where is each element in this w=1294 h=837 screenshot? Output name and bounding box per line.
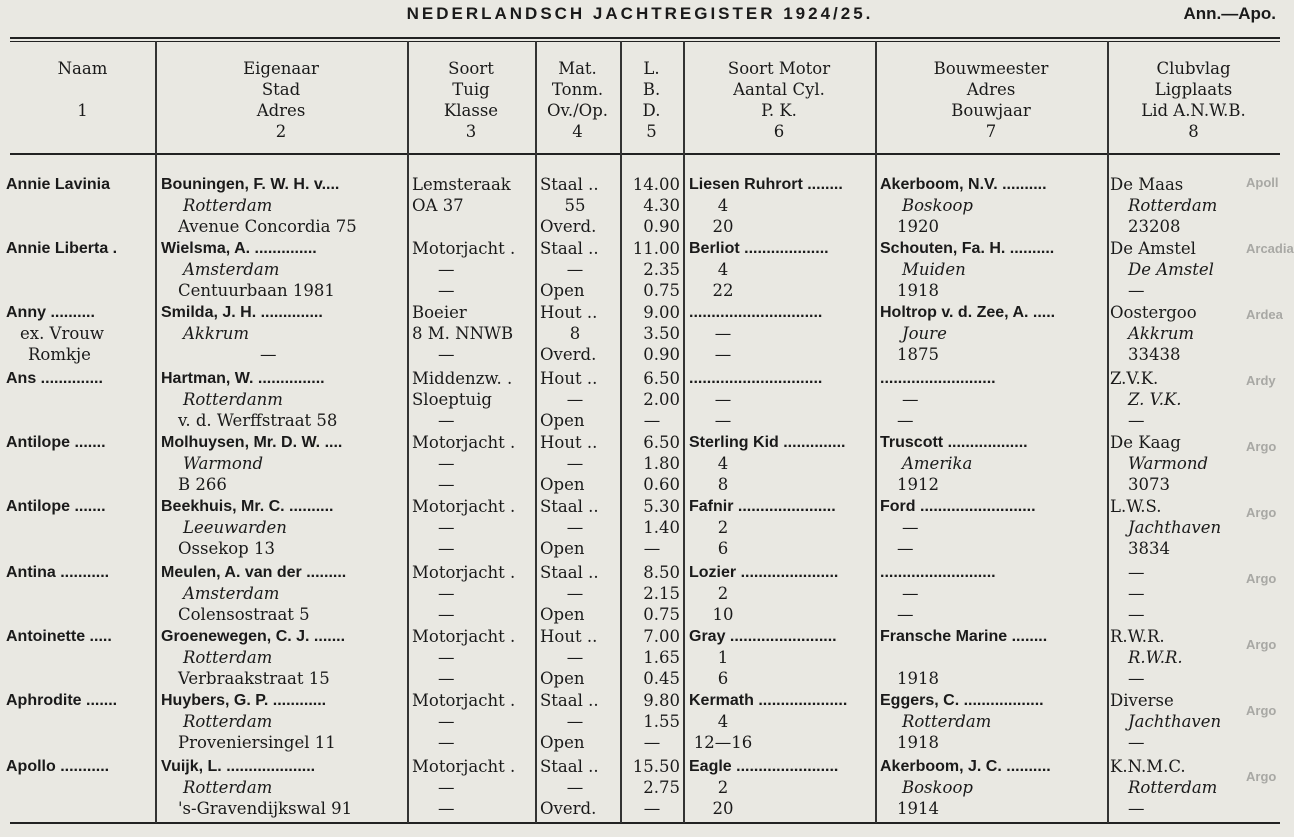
dimension-value: 0.60 bbox=[643, 475, 680, 494]
engine-type: Lozier ...................... bbox=[689, 564, 839, 581]
margin-name: Argo bbox=[1246, 505, 1277, 520]
club-info: K.N.M.C. bbox=[1110, 757, 1186, 776]
material-tonnage: Open bbox=[540, 605, 585, 624]
column-divider bbox=[620, 41, 622, 823]
club-info: — bbox=[1128, 733, 1145, 752]
dimension-value: 0.45 bbox=[643, 669, 680, 688]
owner-address: Ossekop 13 bbox=[178, 539, 275, 558]
engine-type: Sterling Kid .............. bbox=[689, 434, 846, 451]
material-tonnage: Overd. bbox=[540, 345, 597, 364]
owner-city: Rotterdanm bbox=[183, 390, 283, 409]
dimension-value: 1.40 bbox=[643, 518, 680, 537]
engine-type: Eagle ....................... bbox=[689, 758, 839, 775]
engine-cylinders: 2 bbox=[717, 518, 729, 537]
column-header-line: 7 bbox=[985, 122, 997, 141]
club-info: L.W.S. bbox=[1110, 497, 1162, 516]
build-year: — bbox=[897, 411, 914, 430]
material-tonnage: Hout .. bbox=[540, 303, 598, 322]
page-title: NEDERLANDSCH JACHTREGISTER 1924/25. bbox=[406, 4, 874, 23]
build-year: — bbox=[897, 539, 914, 558]
vessel-type: — bbox=[438, 605, 455, 624]
dimension-value: 0.75 bbox=[643, 605, 680, 624]
vessel-type: Sloeptuig bbox=[412, 390, 492, 409]
engine-hp: — bbox=[714, 345, 732, 364]
builder-name: Schouten, Fa. H. .......... bbox=[880, 240, 1055, 257]
yacht-name: Antilope ....... bbox=[6, 434, 106, 451]
engine-type: Fafnir ...................... bbox=[689, 498, 836, 515]
margin-name: Ardea bbox=[1246, 307, 1283, 322]
material-tonnage: Staal .. bbox=[540, 239, 599, 258]
owner-name: Vuijk, L. .................... bbox=[161, 758, 316, 775]
owner-address: Verbraakstraat 15 bbox=[178, 669, 330, 688]
engine-type: Gray ........................ bbox=[689, 628, 837, 645]
yacht-name: Ans .............. bbox=[6, 370, 103, 387]
engine-type: .............................. bbox=[689, 370, 823, 387]
dimension-value: 2.00 bbox=[643, 390, 680, 409]
engine-cylinders: 4 bbox=[717, 260, 729, 279]
column-header-line: Soort bbox=[448, 59, 494, 78]
column-header-2 bbox=[155, 58, 407, 142]
engine-hp: 20 bbox=[712, 217, 734, 236]
material-tonnage: Hout .. bbox=[540, 369, 598, 388]
dimension-value: 4.30 bbox=[643, 196, 680, 215]
club-info: Z.V.K. bbox=[1110, 369, 1159, 388]
owner-name: Molhuysen, Mr. D. W. .... bbox=[161, 434, 343, 451]
owner-address: Centuurbaan 1981 bbox=[178, 281, 335, 300]
club-info: Warmond bbox=[1128, 454, 1209, 473]
bottom-rule bbox=[10, 822, 1280, 824]
column-header-line: Bouwjaar bbox=[951, 101, 1031, 120]
owner-city: Rotterdam bbox=[183, 648, 273, 667]
column-header-line: Klasse bbox=[443, 101, 499, 120]
owner-name: Bouningen, F. W. H. v.... bbox=[161, 176, 340, 193]
engine-cylinders: 4 bbox=[717, 454, 729, 473]
material-tonnage: Hout .. bbox=[540, 433, 598, 452]
top-rule-thin bbox=[10, 41, 1280, 42]
material-tonnage: — bbox=[566, 778, 584, 797]
builder-address: Muiden bbox=[902, 260, 966, 279]
vessel-type: Motorjacht . bbox=[412, 757, 516, 776]
vessel-type: — bbox=[438, 518, 455, 537]
builder-name: Akerboom, N.V. .......... bbox=[880, 176, 1047, 193]
yacht-name: Annie Lavinia bbox=[6, 176, 111, 193]
club-info: Rotterdam bbox=[1128, 196, 1218, 215]
owner-city: Akkrum bbox=[183, 324, 250, 343]
material-tonnage: Overd. bbox=[540, 217, 597, 236]
build-year: 1918 bbox=[897, 281, 939, 300]
margin-name: Argo bbox=[1246, 439, 1277, 454]
material-tonnage: — bbox=[566, 648, 584, 667]
margin-name: Ardy bbox=[1246, 373, 1276, 388]
club-info: — bbox=[1128, 605, 1145, 624]
club-info: De Maas bbox=[1110, 175, 1184, 194]
column-header-3 bbox=[407, 58, 535, 142]
column-header-line: Adres bbox=[966, 80, 1016, 99]
margin-name: Argo bbox=[1246, 571, 1277, 586]
owner-address: 's-Gravendijkswal 91 bbox=[178, 799, 353, 818]
club-info: — bbox=[1128, 281, 1145, 300]
engine-cylinders: 1 bbox=[717, 648, 729, 667]
vessel-type: — bbox=[438, 733, 455, 752]
material-tonnage: — bbox=[566, 518, 584, 537]
owner-name: Smilda, J. H. .............. bbox=[161, 304, 323, 321]
column-header-line: Clubvlag bbox=[1156, 59, 1231, 78]
builder-address: Joure bbox=[902, 324, 947, 343]
column-header-line: Stad bbox=[261, 80, 301, 99]
owner-address: B 266 bbox=[178, 475, 227, 494]
club-info: De Kaag bbox=[1110, 433, 1181, 452]
dimension-value: 0.90 bbox=[643, 345, 680, 364]
material-tonnage: — bbox=[566, 260, 584, 279]
engine-hp: 12—16 bbox=[693, 733, 753, 752]
club-info: Jachthaven bbox=[1128, 518, 1222, 537]
margin-name: Argo bbox=[1246, 637, 1277, 652]
engine-cylinders: 4 bbox=[717, 196, 729, 215]
material-tonnage: Staal .. bbox=[540, 497, 599, 516]
yacht-name: Aphrodite ....... bbox=[6, 692, 118, 709]
dimension-value: 11.00 bbox=[632, 239, 680, 258]
column-header-5 bbox=[620, 58, 683, 142]
material-tonnage: Open bbox=[540, 539, 585, 558]
material-tonnage: Open bbox=[540, 281, 585, 300]
engine-type: Liesen Ruhrort ........ bbox=[689, 176, 843, 193]
column-header-8 bbox=[1107, 58, 1280, 142]
dimension-value: 8.50 bbox=[643, 563, 680, 582]
material-tonnage: Open bbox=[540, 733, 585, 752]
builder-name: Eggers, C. .................. bbox=[880, 692, 1044, 709]
dimension-value: 6.50 bbox=[643, 369, 680, 388]
dimension-value: 15.50 bbox=[632, 757, 680, 776]
club-info: — bbox=[1128, 563, 1145, 582]
material-tonnage: Open bbox=[540, 411, 585, 430]
vessel-type: — bbox=[438, 475, 455, 494]
dimension-value: 5.30 bbox=[643, 497, 680, 516]
club-info: Diverse bbox=[1110, 691, 1174, 710]
builder-name: .......................... bbox=[880, 370, 996, 387]
club-info: R.W.R. bbox=[1128, 648, 1183, 667]
club-info: Jachthaven bbox=[1128, 712, 1222, 731]
column-header-6 bbox=[683, 58, 875, 142]
yacht-name: Antina ........... bbox=[6, 564, 110, 581]
column-header-line: Tuig bbox=[452, 80, 490, 99]
engine-hp: 6 bbox=[717, 539, 729, 558]
owner-name: Huybers, G. P. ............ bbox=[161, 692, 327, 709]
engine-hp: 20 bbox=[712, 799, 734, 818]
builder-address: — bbox=[902, 518, 919, 537]
builder-address: — bbox=[902, 584, 919, 603]
column-header-line bbox=[10, 79, 155, 100]
builder-name: Akerboom, J. C. .......... bbox=[880, 758, 1051, 775]
column-header-line: 8 bbox=[1188, 122, 1199, 141]
column-header-line: Mat. bbox=[558, 59, 597, 78]
owner-name: Groenewegen, C. J. ....... bbox=[161, 628, 346, 645]
club-info: Rotterdam bbox=[1128, 778, 1218, 797]
dimension-value: 14.00 bbox=[632, 175, 680, 194]
column-divider bbox=[683, 41, 685, 823]
column-divider bbox=[155, 41, 157, 823]
column-header-4 bbox=[535, 58, 620, 142]
engine-type: Kermath .................... bbox=[689, 692, 848, 709]
vessel-type: — bbox=[438, 260, 455, 279]
vessel-type: — bbox=[438, 799, 455, 818]
engine-cylinders: 2 bbox=[717, 778, 729, 797]
club-info: Z. V.K. bbox=[1128, 390, 1182, 409]
page-range: Ann.—Apo. bbox=[1183, 4, 1276, 23]
club-info: 23208 bbox=[1128, 217, 1181, 236]
engine-hp: — bbox=[714, 411, 732, 430]
vessel-type: — bbox=[438, 281, 455, 300]
dimension-value: 0.90 bbox=[643, 217, 680, 236]
vessel-type: Motorjacht . bbox=[412, 691, 516, 710]
column-header-line: Tonm. bbox=[551, 80, 604, 99]
column-header-7 bbox=[875, 58, 1107, 142]
dimension-value: 0.75 bbox=[643, 281, 680, 300]
vessel-type: — bbox=[438, 345, 455, 364]
margin-name: Arcadia bbox=[1246, 241, 1294, 256]
dimension-value: 9.80 bbox=[643, 691, 680, 710]
margin-name: Argo bbox=[1246, 703, 1277, 718]
column-divider bbox=[1107, 41, 1109, 823]
top-rule bbox=[10, 37, 1280, 39]
club-info: Akkrum bbox=[1128, 324, 1195, 343]
owner-city: Amsterdam bbox=[183, 260, 280, 279]
engine-hp: 6 bbox=[717, 669, 729, 688]
material-tonnage: Open bbox=[540, 669, 585, 688]
material-tonnage: Hout .. bbox=[540, 627, 598, 646]
header-rule bbox=[10, 153, 1280, 155]
column-header-line: 4 bbox=[572, 122, 583, 141]
club-info: 3834 bbox=[1128, 539, 1170, 558]
material-tonnage: 55 bbox=[564, 196, 586, 215]
builder-address: — bbox=[902, 390, 919, 409]
build-year: 1914 bbox=[897, 799, 939, 818]
column-header-line: Naam bbox=[57, 59, 108, 78]
dimension-value: — bbox=[643, 411, 661, 430]
build-year: 1912 bbox=[897, 475, 939, 494]
material-tonnage: — bbox=[566, 712, 584, 731]
club-info: — bbox=[1128, 669, 1145, 688]
column-header-line: Adres bbox=[256, 101, 306, 120]
column-header-line: 1 bbox=[77, 101, 88, 120]
yacht-name: Antoinette ..... bbox=[6, 628, 112, 645]
column-header-line: L. bbox=[643, 59, 660, 78]
owner-city: Rotterdam bbox=[183, 778, 273, 797]
vessel-type: — bbox=[438, 539, 455, 558]
build-year: 1918 bbox=[897, 669, 939, 688]
engine-cylinders: — bbox=[714, 324, 732, 343]
club-info: De Amstel bbox=[1128, 260, 1214, 279]
column-header-line: D. bbox=[642, 101, 661, 120]
builder-name: Fransche Marine ........ bbox=[880, 628, 1048, 645]
club-info: 3073 bbox=[1128, 475, 1170, 494]
column-header-line: 5 bbox=[646, 122, 657, 141]
margin-name: Argo bbox=[1246, 769, 1277, 784]
vessel-type: Motorjacht . bbox=[412, 563, 516, 582]
builder-address: Boskoop bbox=[902, 196, 973, 215]
yacht-former-name: ex. Vrouw bbox=[20, 324, 105, 343]
builder-name: Holtrop v. d. Zee, A. ..... bbox=[880, 304, 1056, 321]
column-header-line: 3 bbox=[465, 122, 477, 141]
club-info: Oostergoo bbox=[1110, 303, 1197, 322]
club-info: 33438 bbox=[1128, 345, 1181, 364]
material-tonnage: Staal .. bbox=[540, 175, 599, 194]
builder-address: Boskoop bbox=[902, 778, 973, 797]
yacht-former-name: Romkje bbox=[28, 345, 91, 364]
material-tonnage: — bbox=[566, 390, 584, 409]
material-tonnage: — bbox=[566, 584, 584, 603]
club-info: — bbox=[1128, 584, 1145, 603]
vessel-type: Motorjacht . bbox=[412, 627, 516, 646]
column-header-line: Ligplaats bbox=[1154, 80, 1233, 99]
build-year: — bbox=[897, 605, 914, 624]
dimension-value: 9.00 bbox=[643, 303, 680, 322]
vessel-type: — bbox=[438, 669, 455, 688]
dimension-value: 7.00 bbox=[643, 627, 680, 646]
vessel-type: — bbox=[438, 712, 455, 731]
builder-address: Rotterdam bbox=[902, 712, 992, 731]
dimension-value: 1.80 bbox=[643, 454, 680, 473]
club-info: — bbox=[1128, 799, 1145, 818]
engine-hp: 22 bbox=[712, 281, 734, 300]
builder-name: Ford .......................... bbox=[880, 498, 1036, 515]
dimension-value: 1.65 bbox=[643, 648, 680, 667]
engine-cylinders: — bbox=[714, 390, 732, 409]
material-tonnage: — bbox=[566, 454, 584, 473]
column-header-line: B. bbox=[642, 80, 661, 99]
column-header-1 bbox=[10, 58, 155, 121]
club-info: — bbox=[1128, 411, 1145, 430]
club-info: De Amstel bbox=[1110, 239, 1196, 258]
column-header-line: Soort Motor bbox=[727, 59, 831, 78]
column-header-line: P. K. bbox=[761, 101, 797, 120]
vessel-type: Middenzw. . bbox=[412, 369, 513, 388]
owner-city: Leeuwarden bbox=[183, 518, 287, 537]
engine-cylinders: 4 bbox=[717, 712, 729, 731]
column-header-line: Lid A.N.W.B. bbox=[1141, 101, 1246, 120]
yacht-name: Apollo ........... bbox=[6, 758, 110, 775]
build-year: 1875 bbox=[897, 345, 939, 364]
builder-address: Amerika bbox=[902, 454, 973, 473]
material-tonnage: Staal .. bbox=[540, 757, 599, 776]
engine-type: Berliot ................... bbox=[689, 240, 829, 257]
engine-hp: 10 bbox=[712, 605, 734, 624]
builder-name: Truscott .................. bbox=[880, 434, 1028, 451]
engine-cylinders: 2 bbox=[717, 584, 729, 603]
owner-name: Meulen, A. van der ......... bbox=[161, 564, 347, 581]
vessel-type: Motorjacht . bbox=[412, 433, 516, 452]
owner-city: Rotterdam bbox=[183, 196, 273, 215]
column-header-line: 2 bbox=[275, 122, 287, 141]
owner-name: Beekhuis, Mr. C. .......... bbox=[161, 498, 334, 515]
vessel-type: — bbox=[438, 411, 455, 430]
owner-address: — bbox=[260, 345, 277, 364]
owner-name: Hartman, W. ............... bbox=[161, 370, 325, 387]
owner-address: v. d. Werffstraat 58 bbox=[178, 411, 338, 430]
vessel-type: — bbox=[438, 584, 455, 603]
dimension-value: 2.75 bbox=[643, 778, 680, 797]
vessel-type: Motorjacht . bbox=[412, 497, 516, 516]
yacht-name: Annie Liberta . bbox=[6, 240, 118, 257]
dimension-value: — bbox=[643, 733, 661, 752]
dimension-value: 3.50 bbox=[643, 324, 680, 343]
vessel-type: 8 M. NNWB bbox=[412, 324, 514, 343]
owner-name: Wielsma, A. .............. bbox=[161, 240, 317, 257]
column-divider bbox=[875, 41, 877, 823]
dimension-value: — bbox=[643, 539, 661, 558]
dimension-value: — bbox=[643, 799, 661, 818]
column-header-line: Aantal Cyl. bbox=[733, 80, 825, 99]
column-header-line: Bouwmeester bbox=[933, 59, 1049, 78]
column-header-line: 6 bbox=[773, 122, 785, 141]
column-divider bbox=[407, 41, 409, 823]
builder-name: .......................... bbox=[880, 564, 996, 581]
vessel-type: — bbox=[438, 454, 455, 473]
material-tonnage: 8 bbox=[569, 324, 581, 343]
dimension-value: 2.35 bbox=[643, 260, 680, 279]
owner-address: Proveniersingel 11 bbox=[178, 733, 336, 752]
yacht-name: Anny .......... bbox=[6, 304, 95, 321]
owner-city: Rotterdam bbox=[183, 712, 273, 731]
dimension-value: 1.55 bbox=[643, 712, 680, 731]
engine-hp: 8 bbox=[717, 475, 729, 494]
column-header-line: Eigenaar bbox=[243, 59, 319, 78]
engine-type: .............................. bbox=[689, 304, 823, 321]
dimension-value: 2.15 bbox=[643, 584, 680, 603]
dimension-value: 6.50 bbox=[643, 433, 680, 452]
owner-address: Avenue Concordia 75 bbox=[178, 217, 357, 236]
margin-name: Apoll bbox=[1246, 175, 1279, 190]
build-year: 1920 bbox=[897, 217, 939, 236]
vessel-type: — bbox=[438, 778, 455, 797]
material-tonnage: Overd. bbox=[540, 799, 597, 818]
vessel-type: Boeier bbox=[412, 303, 467, 322]
column-divider bbox=[535, 41, 537, 823]
vessel-type: Motorjacht . bbox=[412, 239, 516, 258]
material-tonnage: Staal .. bbox=[540, 563, 599, 582]
build-year: 1918 bbox=[897, 733, 939, 752]
material-tonnage: Open bbox=[540, 475, 585, 494]
column-header-line: Ov./Op. bbox=[546, 101, 609, 120]
club-info: R.W.R. bbox=[1110, 627, 1165, 646]
owner-address: Colensostraat 5 bbox=[178, 605, 310, 624]
yacht-name: Antilope ....... bbox=[6, 498, 106, 515]
owner-city: Amsterdam bbox=[183, 584, 280, 603]
vessel-type: — bbox=[438, 648, 455, 667]
owner-city: Warmond bbox=[183, 454, 264, 473]
material-tonnage: Staal .. bbox=[540, 691, 599, 710]
vessel-type: OA 37 bbox=[412, 196, 464, 215]
vessel-type: Lemsteraak bbox=[412, 175, 511, 194]
